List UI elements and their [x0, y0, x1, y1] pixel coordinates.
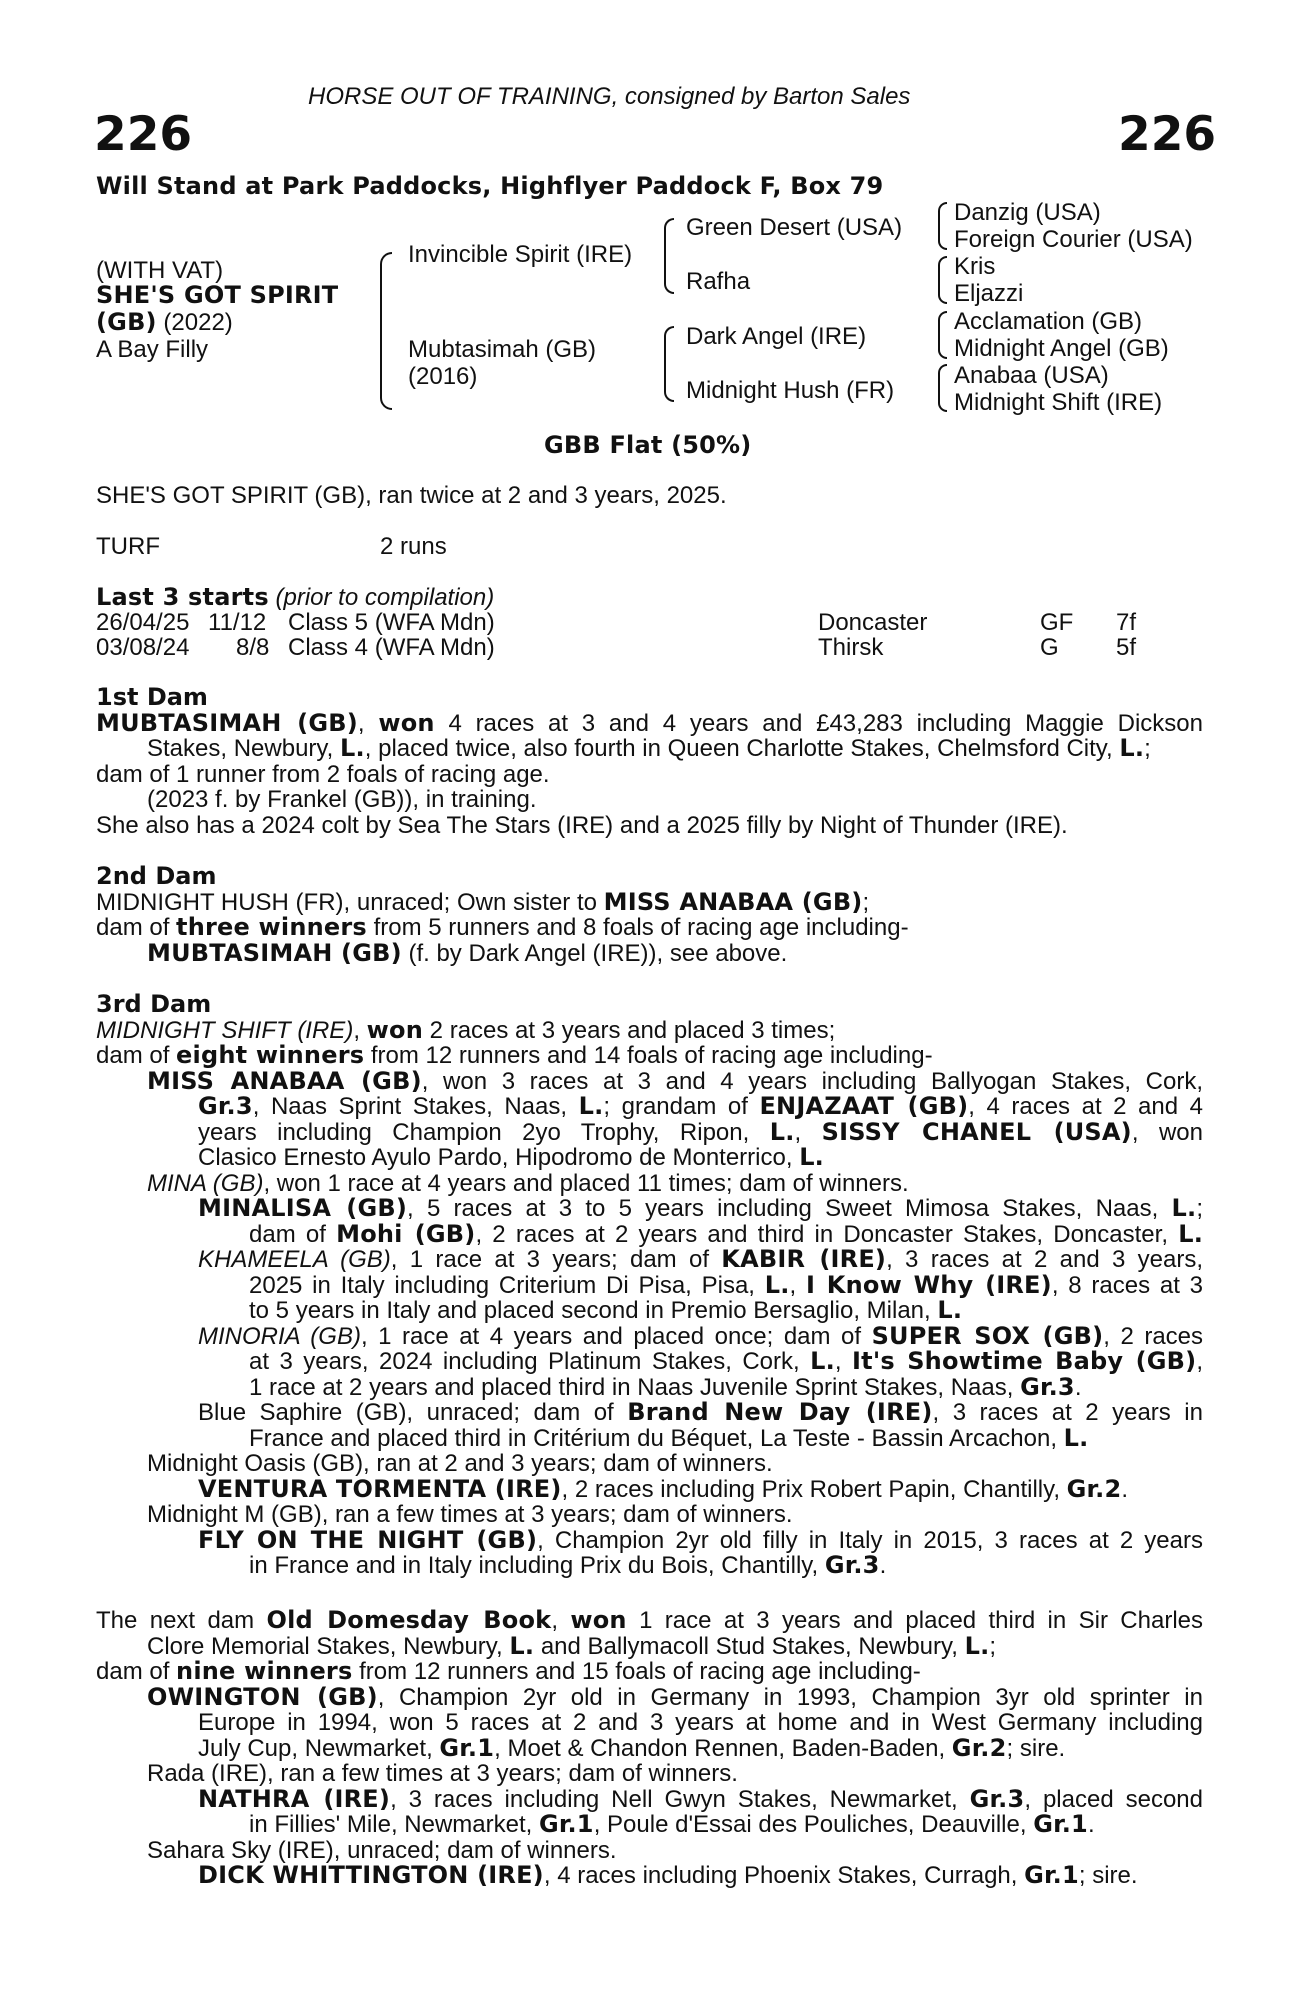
pedigree-dss: Acclamation (GB): [954, 308, 1143, 335]
gbb-label: GBB Flat (50%): [544, 431, 752, 459]
second-dam-section: 2nd Dam MIDNIGHT HUSH (FR), unraced; Own sister to MISS ANABAA (GB); dam of three winners from 5 runners and 8 foals of racing age including- MUBTASIMAH (GB) (f. by Dark Angel (IRE)), see above.: [96, 864, 1203, 966]
list-item: Sahara Sky (IRE), unraced; dam of winners.: [147, 1836, 617, 1864]
list-item: KHAMEELA (GB), 1 race at 3 years; dam of KABIR (IRE), 3 races at 2 and 3 years,: [198, 1245, 1203, 1273]
pedigree-brace-3b: [938, 256, 947, 304]
first-dam-section: 1st Dam MUBTASIMAH (GB), won 4 races at 3 and 4 years and £43,283 including Maggie Dickson Stakes, Newbury, L., placed twice, also fourth in Queen Charlotte Stakes, Chelmsford City, L.; dam of 1 runner from 2 foals of racing age. (2023 f. by Frankel (GB)), in training. She also has a 2024 colt by Sea The Stars (IRE) and a 2025 filly by Night of Thunder (IRE).: [96, 683, 1203, 839]
pedigree-brace-2b: [664, 326, 674, 402]
pedigree-sdd: Eljazzi: [954, 280, 1024, 307]
pedigree-dam-sire: Dark Angel (IRE): [686, 323, 867, 350]
vat-label: (WITH VAT): [96, 257, 224, 284]
list-item: Midnight Oasis (GB), ran at 2 and 3 years; dam of winners.: [147, 1450, 773, 1477]
third-dam-section: 3rd Dam MIDNIGHT SHIFT (IRE), won 2 races at 3 years and placed 3 times; dam of eight winners from 12 runners and 14 foals of racing age including- MISS ANABAA (GB), won 3 races at 3 and 4 years including Ballyogan Stakes, Cork, Gr.3, Naas Sprint Stakes, Naas, L.; grandam of ENJAZAAT (GB), 4 races at 2 and 4 years including Champion 2yo Trophy, Ripon, L., SISSY CHANEL (USA), won Clasico Ernesto Ayulo Pardo, Hipodromo de Monterrico, L. MINA (GB), won 1 race at 4 years and placed 11 times; dam of winners. MINALISA (GB), 5 races at 3 to 5 years including Sweet Mimosa Stakes, Naas, L.; dam of Mohi (GB), 2 races at 2 years and third in Doncaster Stakes, Doncaster, L. KHAMEELA (GB), 1 race at 3 years; dam of KABIR (IRE), 3 races at 2 and 3 years, 2025 in Italy including Criterium Di Pisa, Pisa, L., I Know Why (IRE), 8 races at 3 to 5 years in Italy and placed second in Premio Bersaglio, Milan, L. MINORIA (GB), 1 race at 4 years and placed once; dam of SUPER SOX (GB), 2 races at 3 years, 2024 including Platinum Stakes, Cork, L., It's Showtime Baby (GB), 1 race at 2 years and placed third in Naas Juvenile Sprint Stakes, Naas, Gr.3. Blue Saphire (GB), unraced; dam of Brand New Day (IRE), 3 races at 2 years in France and placed third in Critérium du Béquet, La Teste - Bassin Arcachon, L. Midnight Oasis (GB), ran at 2 and 3 years; dam of winners. VENTURA TORMENTA (IRE), 2 races including Prix Robert Papin, Chantilly, Gr.2. Midnight M (GB), ran a few times at 3 years; dam of winners. FLY ON THE NIGHT (GB), Champion 2yr old filly in Italy in 2015, 3 races at 2 years in France and in Italy including Prix du Bois, Chantilly, Gr.3.: [96, 990, 1204, 1579]
pedigree-dam-dam: Midnight Hush (FR): [686, 377, 895, 404]
pedigree-dds: Anabaa (USA): [954, 362, 1109, 389]
turf-label: TURF: [96, 533, 160, 560]
next-dam-section: The next dam Old Domesday Book, won 1 race at 3 years and placed third in Sir Charles Clore Memorial Stakes, Newbury, L. and Ballymacoll Stud Stakes, Newbury, L.; dam of nine winners from 12 runners and 15 foals of racing age including- OWINGTON (GB), Champion 2yr old in Germany in 1993, Champion 3yr old sprinter in Europe in 1994, won 5 races at 2 and 3 years at home and in West Germany including July Cup, Newmarket, Gr.1, Moet & Chandon Rennen, Baden-Baden, Gr.2; sire. Rada (IRE), ran a few times at 3 years; dam of winners. NATHRA (IRE), 3 races including Nell Gwyn Stakes, Newmarket, Gr.3, placed second in Fillies' Mile, Newmarket, Gr.1, Poule d'Essai des Pouliches, Deauville, Gr.1. Sahara Sky (IRE), unraced; dam of winners. DICK WHITTINGTON (IRE), 4 races including Phoenix Stakes, Curragh, Gr.1; sire.: [96, 1606, 1203, 1889]
list-item: MINALISA (GB), 5 races at 3 to 5 years including Sweet Mimosa Stakes, Naas, L.;: [198, 1194, 1204, 1222]
horse-name: SHE'S GOT SPIRIT: [96, 281, 339, 309]
lot-number-right: 226: [1118, 107, 1217, 162]
list-item: Blue Saphire (GB), unraced; dam of Brand New Day (IRE), 3 races at 2 years in: [198, 1398, 1203, 1426]
pedigree-dam-year: (2016): [408, 363, 478, 390]
horse-origin: [96, 310, 233, 336]
list-item: OWINGTON (GB), Champion 2yr old in Germany in 1993, Champion 3yr old sprinter in: [147, 1682, 1203, 1711]
pedigree-brace-3c: [938, 311, 947, 359]
pedigree-brace-3d: [938, 364, 947, 412]
pedigree-sss: Danzig (USA): [954, 199, 1101, 226]
list-item: MINA (GB), won 1 race at 4 years and placed 11 times; dam of winners.: [147, 1169, 909, 1197]
pedigree-ssd: Foreign Courier (USA): [954, 226, 1193, 253]
first-dam-name: MUBTASIMAH (GB): [96, 708, 358, 737]
horse-country: (GB): [96, 308, 157, 336]
race-summary: SHE'S GOT SPIRIT (GB), ran twice at 2 and 3 years, 2025.: [96, 482, 727, 509]
pedigree-ddd: Midnight Shift (IRE): [954, 389, 1163, 416]
third-dam-heading: 3rd Dam: [96, 990, 212, 1018]
first-dam-heading: 1st Dam: [96, 683, 208, 711]
lot-number-left: 226: [94, 107, 193, 162]
pedigree-dam: Mubtasimah (GB): [408, 336, 597, 363]
horse-year: (2022): [163, 309, 233, 336]
stand-location: Will Stand at Park Paddocks, Highflyer Paddock F, Box 79: [96, 172, 884, 200]
pedigree-brace-2a: [664, 218, 674, 294]
page-subtitle: HORSE OUT OF TRAINING, consigned by Barton Sales: [308, 83, 911, 110]
pedigree-brace-3a: [938, 202, 947, 250]
pedigree-sire-dam: Rafha: [686, 268, 751, 295]
list-item: Midnight M (GB), ran a few times at 3 years; dam of winners.: [147, 1501, 793, 1528]
second-dam-heading: 2nd Dam: [96, 862, 217, 890]
list-item: MINORIA (GB), 1 race at 4 years and placed once; dam of SUPER SOX (GB), 2 races: [198, 1321, 1204, 1350]
pedigree-dsd: Midnight Angel (GB): [954, 335, 1169, 362]
list-item: MISS ANABAA (GB), won 3 races at 3 and 4 years including Ballyogan Stakes, Cork,: [147, 1066, 1203, 1095]
pedigree-sds: Kris: [954, 253, 996, 280]
turf-runs: 2 runs: [380, 533, 447, 560]
list-item: Rada (IRE), ran a few times at 3 years; dam of winners.: [147, 1760, 738, 1787]
horse-description: A Bay Filly: [96, 336, 209, 363]
pedigree-brace-1: [380, 252, 392, 410]
last-starts-heading: Last 3 starts (prior to compilation): [96, 583, 495, 611]
pedigree-sire: Invincible Spirit (IRE): [408, 241, 633, 268]
pedigree-sire-sire: Green Desert (USA): [686, 214, 903, 241]
